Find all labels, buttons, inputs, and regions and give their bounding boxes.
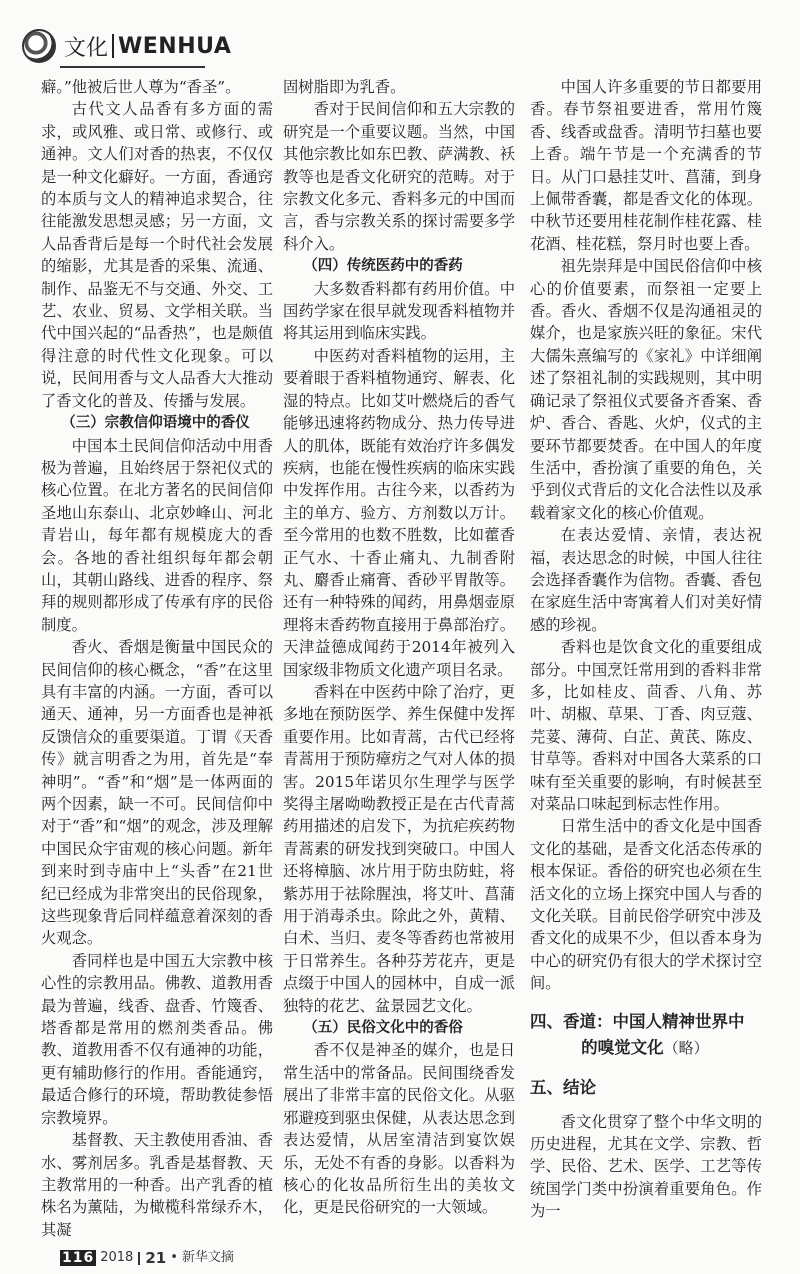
subsection-heading: （四）传统医药中的香药 [303, 258, 463, 275]
paragraph: 在表达爱情、亲情，表达祝福，表达思念的时候，中国人往往会选择香囊作为信物。香囊、香包在家庭生活中寄寓着人们对美好情感的珍视。 [530, 526, 762, 634]
paragraph: 中国人许多重要的节日都要用香。春节祭祖要进香，常用竹篾香、线香或盘香。清明节扫墓也要上香。端午节是一个充满香的节日。从门口悬挂艾叶、菖蒲，到身上佩带香囊，都是香文化的体现。中秋节还要用桂花制作桂花露、桂花酒、桂花糕，祭月时也要上香。 [530, 78, 762, 253]
header-underline [60, 66, 205, 68]
paragraph: 香文化贯穿了整个中华文明的历史进程，尤其在文学、宗教、哲学、民俗、艺术、医学、工艺等传统国学门类中扮演着重要角色。作为一 [530, 1112, 762, 1221]
heading-line-wrap [530, 1035, 762, 1061]
article-column-3 [530, 76, 762, 1223]
paragraph: 固树脂即为乳香。 [283, 78, 406, 96]
globe-icon [22, 29, 56, 63]
paragraph: 中医药对香料植物的运用，主要着眼于香料植物通窍、解表、化湿的特点。比如艾叶燃烧后的香气能够迅速将药物成分、热力传导进人的肌体，既能有效治疗许多偶发疾病，也能在慢性疾病的临床实践中发挥作用。古往今来，以香药为主的单方、验方、方剂数以万计。至今常用的也数不胜数，比如藿香正气水、十香止痛丸、九制香附丸、麝香止痛膏、香砂平胃散等。还有一种特殊的闻药，用鼻烟壶原理将末香药物直接用于鼻部治疗。天津益德成闻药于2014年被列入国家级非物质文化遗产项目名录。 [283, 346, 515, 679]
heading-note: （略） [663, 1038, 709, 1057]
paragraph: 日常生活中的香文化是中国香文化的基础，是香文化活态传承的根本保证。香俗的研究也必须在生活文化的立场上探究中国人与香的文化关联。目前民俗学研究中涉及香文化的成果不少，但以香本身为中心的研究仍有很大的学术探讨空间。 [530, 817, 762, 993]
paragraph: 祖先崇拜是中国民俗信仰中核心的价值要素，而祭祖一定要上香。香火、香烟不仅是沟通祖灵的媒介，也是家族兴旺的象征。宋代大儒朱熹编写的《家礼》中详细阐述了祭祖礼制的实践规则，其中明确记录了祭祖仪式要备齐香案、香炉、香合、香匙、火炉，仪式的主要环节都要焚香。在中国人的年度生活中，香扮演了重要的角色，关乎到仪式背后的文化合法性以及承载着家文化的核心价值观。 [530, 257, 762, 522]
paragraph: 大多数香料都有药用价值。中国药学家在很早就发现香料植物并将其运用到临床实践。 [283, 279, 515, 343]
heading-line: 四、香道：中国人精神世界中 [530, 1011, 745, 1031]
footer-year: 2018 [100, 1250, 134, 1265]
magazine-name: 新华文摘 [181, 1250, 234, 1265]
subsection-heading: （三）宗教信仰语境中的香仪 [61, 415, 250, 432]
paragraph: 香不仅是神圣的媒介，也是日常生活中的常备品。民间围绕香发展出了非常丰富的民俗文化。从驱邪避疫到驱虫保健，从表达思念到表达爱情，从居室清洁到宴饮娱乐，无处不有香的身影。以香料为核心的化妆品所衍生出的美妆文化，更是民俗研究的一大领域。 [283, 1041, 515, 1217]
article-column-1 [41, 76, 273, 1241]
article-column-2 [283, 76, 515, 1219]
paragraph: 癖。”他被后世人尊为“香圣”。 [41, 78, 241, 96]
page-number: 116 [62, 1250, 95, 1266]
paragraph: 香料也是饮食文化的重要组成部分。中国烹饪常用到的香料非常多，比如桂皮、茴香、八角、苏叶、胡椒、草果、丁香、肉豆蔻、芫荽、薄荷、白芷、黄芪、陈皮、甘草等。香料对中国各大菜系的口味有至关重要的影响，有时候甚至对菜品口味起到标志性作用。 [530, 638, 762, 813]
page-footer [60, 1250, 234, 1266]
section-heading: 五、结论 [530, 1077, 596, 1097]
section-heading [530, 1009, 762, 1061]
paragraph: 中国本土民间信仰活动中用香极为普遍，且始终居于祭祀仪式的核心位置。在北方著名的民间信仰圣地山东泰山、北京妙峰山、河北青岩山，每年都有规模庞大的香会。各地的香社组织每年都会朝山，其朝山路线、进香的程序、祭拜的规则都形成了传承有序的民俗制度。 [41, 436, 273, 634]
paragraph: 香料在中医药中除了治疗，更多地在预防医学、养生保健中发挥重要作用。比如青蒿，古代已经将青蒿用于预防瘴疠之气对人体的损害。2015年诺贝尔生理学与医学奖得主屠呦呦教授正是在古代青蒿药用描述的启发下，为抗疟疾药物青蒿素的研发找到突破口。中国人还将樟脑、冰片用于防虫防蛀，将紫苏用于祛除腥浊，将艾叶、菖蒲用于消毒杀虫。除此之外，黄精、白术、当归、麦冬等香药也常被用于日常养生。各种芬芳花卉，更是点缀于中国人的园林中，自成一派独特的花艺、盆景园艺文化。 [283, 682, 515, 1015]
section-title-en: WENHUA [118, 33, 232, 59]
paragraph: 香同样也是中国五大宗教中核心性的宗教用品。佛教、道教用香最为普遍，线香、盘香、竹篾香、塔香都是常用的燃剂类香品。佛教、道教用香不仅有通神的功能，更有辅助修行的作用。香能通窍，最适合修行的环境，帮助教徒参悟宗教境界。 [41, 951, 273, 1127]
paragraph: 古代文人品香有多方面的需求，或风雅、或日常、或修行、或通神。文人们对香的热衷，不仅仅是一种文化癖好。一方面，香通窍的本质与文人的精神追求契合，往往能激发思想灵感；另一方面，文人品香背后是每一个时代社会发展的缩影，尤其是香的采集、流通、制作、品鉴无不与交通、外交、工艺、农业、贸易、文学相关联。当代中国兴起的“品香热”，也是颇值得注意的时代性文化现象。可以说，民间用香与文人品香大大推动了香文化的普及、传播与发展。 [41, 100, 273, 410]
section-title-cn: 文化 [64, 35, 109, 61]
heading-line: 的嗅觉文化 [581, 1037, 664, 1057]
section-header [22, 26, 231, 66]
footer-separator: • [170, 1250, 178, 1265]
divider [138, 1252, 140, 1265]
subsection-heading: （五）民俗文化中的香俗 [303, 1020, 463, 1037]
footer-issue: 21 [145, 1249, 167, 1267]
paragraph: 香火、香烟是衡量中国民众的民间信仰的核心概念，“香”在这里具有丰富的内涵。一方面，香可以通天、通神，另一方面香也是神祇反馈信众的重要渠道。丁谓《天香传》就言明香之为用，首先是“奉神明”。“香”和“烟”是一体两面的两个因素，缺一不可。民间信仰中对于“香”和“烟”的观念，涉及理解中国民众宇宙观的核心问题。新年到来时到寺庙中上“头香”在21世纪已经成为非常突出的民俗现象，这些现象背后同样蕴意着深刻的香火观念。 [41, 638, 273, 948]
paragraph: 基督教、天主教使用香油、香水、雾剂居多。乳香是基督教、天主教常用的一种香。出产乳香的植株名为薰陆，为橄榄科常绿乔木，其凝 [41, 1131, 273, 1239]
paragraph: 香对于民间信仰和五大宗教的研究是一个重要议题。当然，中国其他宗教比如东巴教、萨满教、袄教等也是香文化研究的范畴。对于宗教文化多元、香料多元的中国而言，香与宗教关系的探讨需要多学科介入。 [283, 100, 515, 253]
divider [112, 34, 114, 58]
